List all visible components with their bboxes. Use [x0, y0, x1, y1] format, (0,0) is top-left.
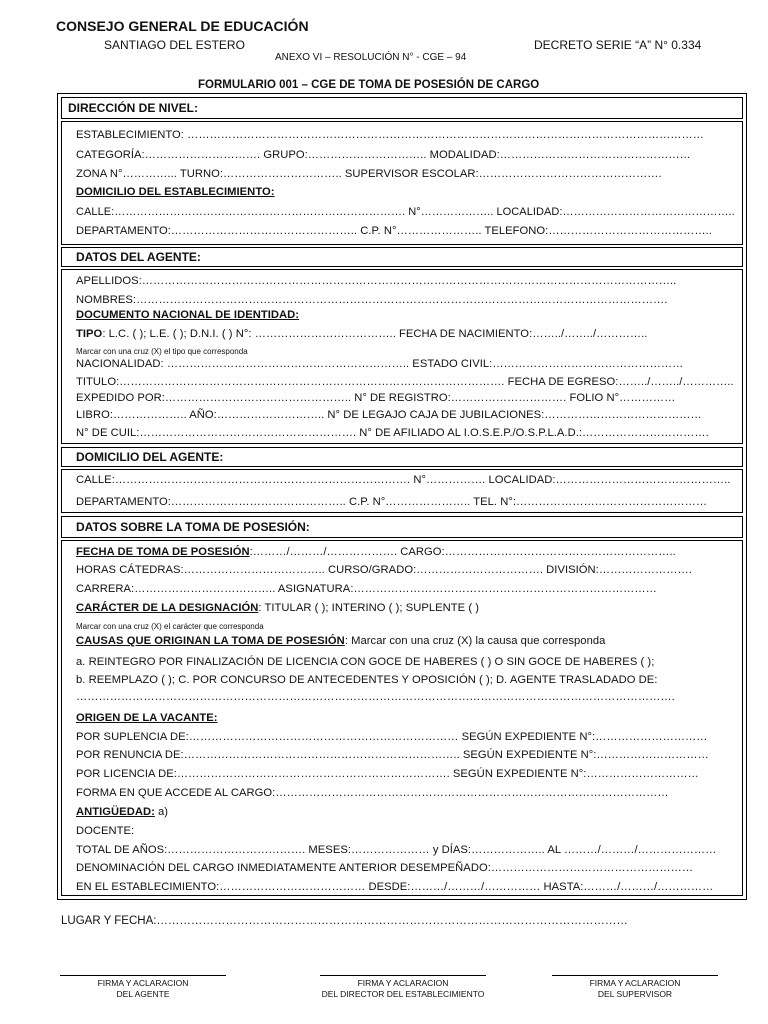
antiguedad-heading [76, 806, 168, 818]
tipo-label: TIPO [76, 328, 103, 340]
renuncia-field[interactable]: POR RENUNCIA DE:……………………………………………………………….. SEGÚN EXPEDIENTE N°:………………………… [76, 749, 709, 761]
titulo-field[interactable]: TITULO:…………………………………………………………………………………………. FECHA DE EGRESO:……../……../………….. [76, 376, 734, 388]
forma-acceso-field[interactable]: FORMA EN QUE ACCEDE AL CARGO:…………………………………………………………………………………………… [76, 787, 669, 799]
calle-agente-field[interactable]: CALLE:……………………………………………………………………. N°……………. LOCALIDAD:……………………………………….. [76, 474, 731, 486]
zona-field[interactable]: ZONA N°…………... TURNO:………………………….. SUPERVISOR ESCOLAR:…………………………………………. [76, 168, 662, 180]
departamento-agente-field[interactable]: DEPARTAMENTO:……………………………………….. C.P. N°………………….. TEL. N°:…………………………………………… [76, 496, 708, 508]
signature-line-agente [60, 975, 226, 976]
calle-establecimiento-field[interactable]: CALLE:……………………………………………………………………. N°……………….. LOCALIDAD:……………………………………….. [76, 206, 735, 218]
decree: DECRETO SERIE “A” N° 0.334 [534, 38, 702, 52]
antiguedad-rest: a) [154, 806, 169, 818]
org-title: CONSEJO GENERAL DE EDUCACIÓN [56, 18, 309, 34]
establecimiento-anterior-field[interactable]: EN EL ESTABLECIMIENTO:………………………………… DESDE:………/………/…………… HASTA:………/………/…………… [76, 881, 714, 893]
causas-rest: : Marcar con una cruz (X) la causa que corresponda [344, 635, 606, 647]
total-anios-field[interactable]: TOTAL DE AÑOS:………………………………. MESES:………………… y DÍAS:……………….. AL ………/………/………………… [76, 844, 717, 856]
signature-agente-line1: FIRMA Y ACLARACION [97, 978, 189, 988]
expedido-field[interactable]: EXPEDIDO POR:………………………………………….. N° DE REGISTRO:…………………………. FOLIO N°…………… [76, 392, 676, 404]
form-title: FORMULARIO 001 – CGE DE TOMA DE POSESIÓN DE CARGO [198, 79, 540, 91]
signature-agente [60, 978, 226, 1000]
domicilio-establecimiento-heading: DOMICILIO DEL ESTABLECIMIENTO: [76, 186, 275, 198]
nombres-field[interactable]: NOMBRES:……………………………………………………………………………………………………………………………. [76, 294, 668, 306]
caracter-label: CARÁCTER DE LA DESIGNACIÓN [76, 602, 259, 614]
fecha-toma-field[interactable] [76, 546, 676, 558]
signature-supervisor [552, 978, 718, 1000]
documento-heading: DOCUMENTO NACIONAL DE IDENTIDAD: [76, 309, 300, 321]
domicilio-agente-heading: DOMICILIO DEL AGENTE: [76, 450, 224, 464]
origen-heading: ORIGEN DE LA VACANTE: [76, 712, 218, 724]
docente-label: DOCENTE: [76, 825, 135, 837]
signature-line-supervisor [552, 975, 718, 976]
tipo-rest: : L.C. ( ); L.E. ( ); D.N.I. ( ) N°: ……………………………….. FECHA DE NACIMIENTO:……../……../………….. [102, 328, 648, 340]
causas-label: CAUSAS QUE ORIGINAN LA TOMA DE POSESIÓN [76, 635, 345, 647]
nacionalidad-field[interactable]: NACIONALIDAD: ……………………………………………………….. ESTADO CIVIL:…………………………………………… [76, 358, 684, 370]
carrera-field[interactable]: CARRERA:……………………………….. ASIGNATURA:……………………………………………………………………… [76, 583, 657, 595]
annex: ANEXO VI – RESOLUCIÓN N° - CGE – 94 [275, 52, 467, 63]
horas-catedras-field[interactable]: HORAS CÁTEDRAS:……………………………….. CURSO/GRADO:……………………………. DIVISIÓN:……………………. [76, 564, 692, 576]
suplencia-field[interactable]: POR SUPLENCIA DE:……………………………………………………………… SEGÚN EXPEDIENTE N°:………………………… [76, 731, 708, 743]
causas-heading [76, 635, 605, 647]
antiguedad-label: ANTIGÜEDAD: [76, 806, 155, 818]
libro-field[interactable]: LIBRO:……………….. AÑO:……………………….. N° DE LEGAJO CAJA DE JUBILACIONES:…………………………………… [76, 409, 702, 421]
tipo-note: Marcar con una cruz (X) el tipo que corresponda [76, 347, 248, 356]
establecimiento-field[interactable]: ESTABLECIMIENTO: ………………………………………………………………………………………………………………………… [76, 129, 705, 141]
signature-director-line2: DEL DIRECTOR DEL ESTABLECIMIENTO [321, 989, 485, 999]
departamento-establecimiento-field[interactable]: DEPARTAMENTO:………………………………………….. C.P. N°………………….. TELEFONO:…………………………………….. [76, 225, 712, 237]
licencia-field[interactable]: POR LICENCIA DE:………………………………………………………………. SEGÚN EXPEDIENTE N°:………………………… [76, 768, 699, 780]
cuil-field[interactable]: N° DE CUIL:…………………………………………………. N° DE AFILIADO AL I.O.S.E.P./O.S.P.L.A.D.:……………………………. [76, 427, 709, 439]
fecha-toma-label: FECHA DE TOMA DE POSESIÓN [76, 546, 250, 558]
agente-heading: DATOS DEL AGENTE: [76, 250, 201, 264]
signature-agente-line2: DEL AGENTE [116, 989, 170, 999]
nivel-heading: DIRECCIÓN DE NIVEL: [68, 101, 199, 115]
signature-supervisor-line1: FIRMA Y ACLARACION [589, 978, 681, 988]
tipo-documento-field[interactable] [76, 328, 647, 340]
signature-line-director [320, 975, 486, 976]
fecha-toma-rest: :………/………/………………. CARGO:…………………………………………………….. [249, 546, 676, 558]
signature-director [300, 978, 506, 1000]
denominacion-field[interactable]: DENOMINACIÓN DEL CARGO INMEDIATAMENTE ANTERIOR DESEMPEÑADO:……………………………………………… [76, 862, 694, 874]
caracter-rest: : TITULAR ( ); INTERINO ( ); SUPLENTE ( ) [258, 602, 480, 614]
province: SANTIAGO DEL ESTERO [104, 38, 245, 52]
categoria-field[interactable]: CATEGORÍA:…………………………. GRUPO:………………………….. MODALIDAD:…………………………………………… [76, 149, 691, 161]
causa-b-field[interactable]: b. REEMPLAZO ( ); C. POR CONCURSO DE ANTECEDENTES Y OPOSICIÓN ( ); D. AGENTE TRASLADADO DE: [76, 674, 658, 686]
apellidos-field[interactable]: APELLIDOS:…………………………………………………………………………………………………………………………….. [76, 275, 677, 287]
lugar-fecha-field[interactable]: LUGAR Y FECHA:…………………………………………………………………………………………………………… [61, 915, 628, 927]
caracter-field[interactable] [76, 602, 479, 614]
toma-heading: DATOS SOBRE LA TOMA DE POSESIÓN: [76, 520, 310, 534]
caracter-note: Marcar con una cruz (X) el carácter que corresponda [76, 622, 264, 631]
signature-supervisor-line2: DEL SUPERVISOR [597, 989, 673, 999]
causa-dots-field[interactable]: ……………………………………………………………………………………………………………………………………………. [76, 691, 675, 703]
causa-a-field[interactable]: a. REINTEGRO POR FINALIZACIÓN DE LICENCIA CON GOCE DE HABERES ( ) O SIN GOCE DE HABERES ( ); [76, 656, 655, 668]
signature-director-line1: FIRMA Y ACLARACION [357, 978, 449, 988]
